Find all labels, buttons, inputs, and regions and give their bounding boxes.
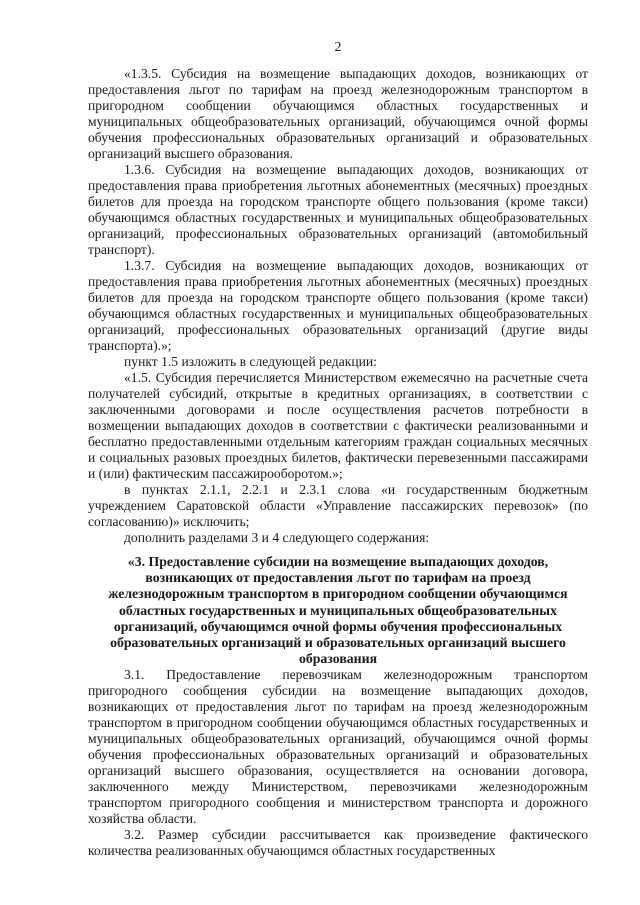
paragraph-amend-1-5: пункт 1.5 изложить в следующей редакции: xyxy=(124,354,377,369)
paragraph-add-sections: дополнить разделами 3 и 4 следующего содержания: xyxy=(124,530,430,545)
document-page xyxy=(88,40,588,859)
paragraph-1-3-7: 1.3.7. Субсидия на возмещение выпадающих доходов, возникающих от предоставления права приобретения льготных абонементных (месячных) проездных билетов для проезда на городском транспорте общего пользования (кроме такси) обучающимся областных государственных и муниципальных общеобразовательных организаций, профессиональных образовательных организаций (другие виды транспорта).»; xyxy=(88,258,588,353)
paragraph-amend-2-x-1: в пунктах 2.1.1, 2.2.1 и 2.3.1 слова «и государственным бюджетным учреждением Саратовской области «Управление пассажирских перевозок» (по согласованию)» исключить; xyxy=(88,482,588,529)
paragraph-1-3-5: «1.3.5. Субсидия на возмещение выпадающих доходов, возникающих от предоставления льгот по тарифам на проезд железнодорожным транспортом в пригородном сообщении обучающимся областных государственных и муниципальных общеобразовательных организаций, обучающимся очной формы обучения профессиональных образовательных организаций и образовательных организаций высшего образования. xyxy=(88,66,588,161)
paragraph-3-1: 3.1. Предоставление перевозчикам железнодорожным транспортом пригородного сообщения субсидии на возмещение выпадающих доходов, возникающих от предоставления льгот по тарифам на проезд железнодорожным транспортом в пригородном сообщении обучающимся областных государственных и муниципальных общеобразовательных организаций, обучающимся очной формы обучения профессиональных образовательных организаций и образовательных организаций высшего образования, осуществляется на основании договора, заключенного между Министерством, перевозчиками железнодорожным транспортом пригородного сообщения и министерством транспорта и дорожного хозяйства области. xyxy=(88,667,588,827)
paragraph-1-5: «1.5. Субсидия перечисляется Министерством ежемесячно на расчетные счета получателей субсидий, открытые в кредитных организациях, в соответствии с заключенными договорами и после осуществления расчетов потребности в возмещении выпадающих доходов в соответствии с фактически реализованными и бесплатно предоставленными отдельным категориям граждан социальных месячных и социальных разовых проездных билетов, фактически перевезенными пассажирами и (или) фактическим пассажирооборотом.»; xyxy=(88,370,588,481)
paragraph-3-2: 3.2. Размер субсидии рассчитывается как произведение фактического количества реализованных обучающимся областных государственных xyxy=(88,827,588,859)
section-3-heading: «3. Предоставление субсидии на возмещение выпадающих доходов, возникающих от предоставления льгот по тарифам на проезд железнодорожным транспортом в пригородном сообщении обучающимся областных государственных и муниципальных общеобразовательных организаций, обучающимся очной формы обучения профессиональных образовательных организаций и образовательных организаций высшего образования xyxy=(108,554,568,667)
paragraph-1-3-6: 1.3.6. Субсидия на возмещение выпадающих доходов, возникающих от предоставления права приобретения льготных абонементных (месячных) проездных билетов для проезда на городском транспорте общего пользования (кроме такси) обучающимся областных государственных и муниципальных общеобразовательных организаций, профессиональных образовательных организаций (автомобильный транспорт). xyxy=(88,162,588,257)
page-number: 2 xyxy=(334,40,342,55)
